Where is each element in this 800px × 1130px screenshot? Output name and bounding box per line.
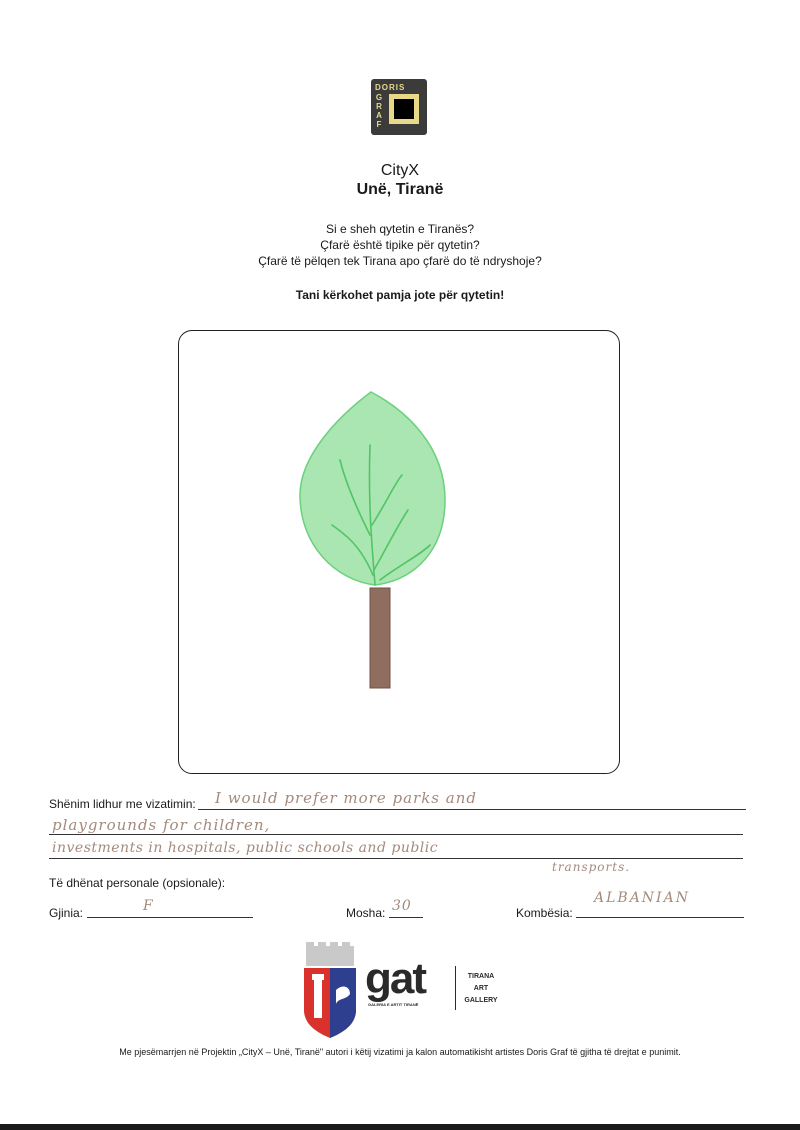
age-line [389, 917, 423, 918]
age-label: Mosha: [346, 906, 386, 920]
tirana-art-gallery-text [461, 971, 501, 1007]
page-subtitle: Unë, Tiranë [356, 181, 444, 198]
logo-text-side: G R A F [375, 93, 383, 129]
note-label: Shënim lidhur me vizatimin: [49, 797, 196, 811]
note-line-1 [198, 809, 746, 810]
logo-divider [455, 966, 456, 1010]
footer-disclaimer: Me pjesëmarrjen në Projektin „CityX – Unë, Tiranë" autori i këtij vizatimi ja kalon automatikisht artistes Doris Graf të gjitha të drejtat e punimit. [119, 1047, 681, 1057]
page-title: CityX [380, 162, 420, 179]
gender-label: Gjinia: [49, 906, 84, 920]
question-1: Si e sheh qytetin e Tiranës? [325, 222, 475, 236]
logo-square [389, 94, 419, 124]
age-value: 30 [392, 898, 412, 914]
nationality-line [576, 917, 744, 918]
tree-drawing [280, 385, 470, 695]
note-handwriting-2: playgrounds for children, [52, 816, 271, 834]
question-2: Çfarë është tipike për qytetin? [320, 238, 480, 252]
gat-subtext: GALERIA E ARTIT TIRANË [368, 1002, 419, 1007]
tirana-coat-of-arms [302, 940, 358, 1040]
gat-logo-text: gat [365, 954, 425, 1003]
scan-edge-bar [0, 1124, 800, 1130]
logo-text-top: DORIS [375, 83, 406, 92]
question-3: Çfarë të pëlqen tek Tirana apo çfarë do të ndryshoje? [258, 254, 542, 268]
note-handwriting-1: I would prefer more parks and [215, 789, 477, 807]
nationality-value: ALBANIAN [594, 890, 690, 906]
note-line-2 [49, 834, 743, 835]
gender-line [87, 917, 253, 918]
prompt-text: Tani kërkohet pamja jote për qytetin! [295, 288, 505, 302]
gender-value: F [143, 898, 154, 914]
tree-trunk [370, 588, 390, 688]
personal-label: Të dhënat personale (opsionale): [49, 876, 226, 890]
gallery-line-2: ART [473, 985, 489, 992]
nationality-label: Kombësia: [516, 906, 573, 920]
note-handwriting-4: transports. [552, 860, 631, 874]
gallery-line-3: GALLERY [464, 997, 498, 1004]
doris-graf-logo [371, 79, 427, 135]
note-line-3 [49, 858, 743, 859]
note-handwriting-3: investments in hospitals, public schools and public [52, 840, 439, 856]
gallery-line-1: TIRANA [467, 973, 495, 980]
